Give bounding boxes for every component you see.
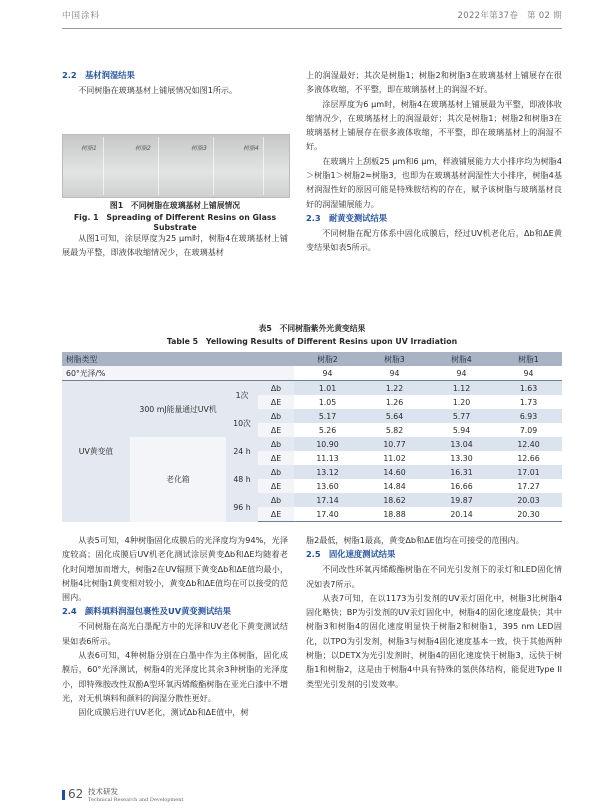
header-cell: 树脂4 [428,352,495,366]
table-cell: 20.30 [495,507,562,522]
page-number: 62 [68,787,84,801]
header-cell: 树脂1 [495,352,562,366]
right-column-bottom [306,533,562,691]
table-cell: 1.12 [428,381,495,396]
table-cell: 14.84 [361,479,428,493]
condition-label: 10次 [226,409,258,437]
table-cell: 17.14 [294,493,361,507]
footer-section-en: Technical Research and Development [88,797,184,803]
header-cell: 树脂3 [361,352,428,366]
table-cell: 12.66 [495,451,562,465]
table-cell: 16.66 [428,479,495,493]
left-column-top [62,68,288,97]
condition-label: 48 h [226,465,258,493]
table-cell: 18.88 [361,507,428,522]
journal-name: 中国涂料 [62,11,101,21]
section-2-4-heading: 2.4 颜料填料润湿包裹性及UV黄变测试结果 [62,606,231,617]
metric-label: Δb [258,493,294,507]
table-cell: 94 [495,366,562,381]
right-column-top [306,68,562,255]
figure-1-caption-en: Fig. 1 Spreading of Different Resins on Glass Substrate [73,213,277,232]
table-cell: 94 [361,366,428,381]
lane-label: 树脂1 [81,145,97,152]
table-cell: 1.63 [495,381,562,396]
table-cell: 13.60 [294,479,361,493]
metric-label: ΔE [258,479,294,493]
table-cell: 6.93 [495,409,562,423]
paragraph: 从表6可知，4种树脂分别在白墨中作为主体树脂，固化成膜后，60°光泽测试，树脂4的光泽度比其余3种树脂的光泽度小，即特殊胺改性双酚A型环氧丙烯酸酯树脂在亚光白漆中不增光，对无机填料和颜料的润湿分散性更好。 [62,650,288,703]
table-cell: 18.62 [361,493,428,507]
row-label: 60°光泽/% [62,366,294,381]
metric-label: Δb [258,465,294,479]
table-cell: 17.40 [294,507,361,522]
table-cell: 14.60 [361,465,428,479]
table-5-caption-en: Table 5 Yellowing Results of Different Resins upon UV Irradiation [166,337,458,346]
section-2-3-heading: 2.3 耐黄变测试结果 [306,212,388,223]
group-label: UV黄变值 [62,381,130,522]
table-cell: 5.64 [361,409,428,423]
header-cell: 树脂类型 [62,352,294,366]
condition-label: 24 h [226,437,258,465]
table-cell: 5.77 [428,409,495,423]
header-rule [62,28,562,29]
table-cell: 5.17 [294,409,361,423]
table-cell: 1.22 [361,381,428,396]
table-5 [62,352,562,522]
metric-label: ΔE [258,451,294,465]
table-cell: 10.90 [294,437,361,451]
figure-1-caption-cn: 图1 不同树脂在玻璃基材上铺展情况 [109,201,241,210]
table-cell: 7.09 [495,423,562,437]
paragraph: 不同树脂在高光白墨配方中的光泽和UV老化下黄变测试结果如表6所示。 [62,621,288,646]
table-cell: 1.26 [361,395,428,409]
left-column-bottom [62,533,288,720]
condition-label: 1次 [226,381,258,410]
table-cell: 1.01 [294,381,361,396]
lane-label: 树脂4 [243,145,259,152]
footer-section-cn: 技术研发 [88,787,118,796]
left-column-mid [62,231,288,260]
table-cell: 5.26 [294,423,361,437]
table-cell: 20.14 [428,507,495,522]
table-cell: 10.77 [361,437,428,451]
subgroup-label: 老化箱 [130,437,226,522]
metric-label: ΔE [258,507,294,522]
table-cell: 94 [428,366,495,381]
table-row [62,366,562,381]
table-row [62,437,562,451]
table-header-row [62,352,562,366]
table-5-caption-cn: 表5 不同树脂紫外光黄变结果 [258,324,366,333]
section-2-2-heading: 2.2 基材润湿结果 [62,70,135,80]
metric-label: Δb [258,409,294,423]
paragraph: 不同树脂在配方体系中固化成膜后，经过UV机老化后，Δb和ΔE黄变结果如表5所示。 [306,227,562,253]
table-cell: 13.04 [428,437,495,451]
subgroup-label: 300 mJ能量通过UV机 [130,381,226,438]
table-cell: 1.05 [294,395,361,409]
table-cell: 1.73 [495,395,562,409]
metric-label: Δb [258,437,294,451]
lane-label: 树脂3 [191,145,207,152]
paragraph: 从表7可知，在以1173为引发剂的UV汞灯固化中，树脂3比树脂4固化略快；BP为引发剂的UV汞灯固化中，树脂4的固化速度最快；其中树脂3和树脂4的固化速度明显快于树脂2和树脂1，395 nm LED固化，以TPO为引发剂，树脂3与树脂4固化速度基本一致，快于其他两种树脂；以DETX为光引发剂时，树脂4的固化速度快于树脂3，远快于树脂1和树脂2，这是由于树脂4中具有特殊的氢供体结构，能促进Type II 类型光引发剂的引发效率。 [306,592,562,689]
metric-label: ΔE [258,423,294,437]
table-row [62,381,562,396]
table-cell: 13.12 [294,465,361,479]
table-cell: 17.01 [495,465,562,479]
paragraph: 不同改性环氧丙烯酸酯树脂在不同光引发剂下的汞灯和LED固化情况如表7所示。 [306,564,562,589]
paragraph: 在玻璃片上刮板25 μm和6 μm，样液铺展能力大小排序均为树脂4＞树脂1＞树脂2≈树脂3，也即为在玻璃基材润湿性大小排序，树脂4基材润湿性好的原因可能是特殊胺结构的存在，赋予该树脂与玻璃基材良好的润湿铺展能力。 [306,155,562,209]
section-2-5-heading: 2.5 固化速度测试结果 [306,549,396,560]
metric-label: ΔE [258,395,294,409]
lane-label: 树脂2 [135,145,151,152]
table-cell: 5.82 [361,423,428,437]
table-cell: 16.31 [428,465,495,479]
table-cell: 17.27 [495,479,562,493]
table-cell: 5.94 [428,423,495,437]
metric-label: Δb [258,381,294,396]
table-cell: 19.87 [428,493,495,507]
paragraph: 从图1可知，涂层厚度为25 μm时，树脂4在玻璃基材上铺展最为平整，即液体收缩情况少，在玻璃基材 [62,233,288,258]
paragraph: 固化成膜后进行UV老化，测试Δb和ΔE值中，树 [78,707,249,718]
issue-info: 2022年第37卷 第 02 期 [457,11,562,21]
paragraph: 脂2最低，树脂1最高，黄变Δb和ΔE值均在可接受的范围内。 [306,535,524,545]
table-cell: 12.40 [495,437,562,451]
paragraph: 从表5可知，4种树脂固化成膜后的光泽度均为94%，光泽度较高；固化成膜后UV机老化测试涂层黄变Δb和ΔE均随着老化时间增加而增大，树脂2在UV辐照下黄变Δb和ΔE值均最小，树脂4比树脂1黄变相对较小，黄变Δb和ΔE值均在可以接受的范围内。 [62,535,288,603]
table-cell: 11.02 [361,451,428,465]
table-cell: 13.30 [428,451,495,465]
paragraph: 不同树脂在玻璃基材上铺展情况如图1所示。 [78,85,238,95]
table-cell: 1.20 [428,395,495,409]
footer-accent-bar [62,790,65,800]
header-cell: 树脂2 [294,352,361,366]
condition-label: 96 h [226,493,258,522]
table-cell: 20.03 [495,493,562,507]
table-cell: 94 [294,366,361,381]
figure-1-photo [62,134,290,198]
paragraph: 上的润湿最好；其次是树脂1；树脂2和树脂3在玻璃基材上铺展存在很多液体收缩，不平整，即在玻璃基材上的润湿不好。 [306,70,562,95]
paragraph: 涂层厚度为6 μm时，树脂4在玻璃基材上铺展最为平整，即液体收缩情况少，在玻璃基材上的润湿最好；其次是树脂1；树脂2和树脂3在玻璃基材上铺展存在很多液体收缩，不平整，即在玻璃基材上的润湿不好。 [306,98,562,152]
table-cell: 11.13 [294,451,361,465]
